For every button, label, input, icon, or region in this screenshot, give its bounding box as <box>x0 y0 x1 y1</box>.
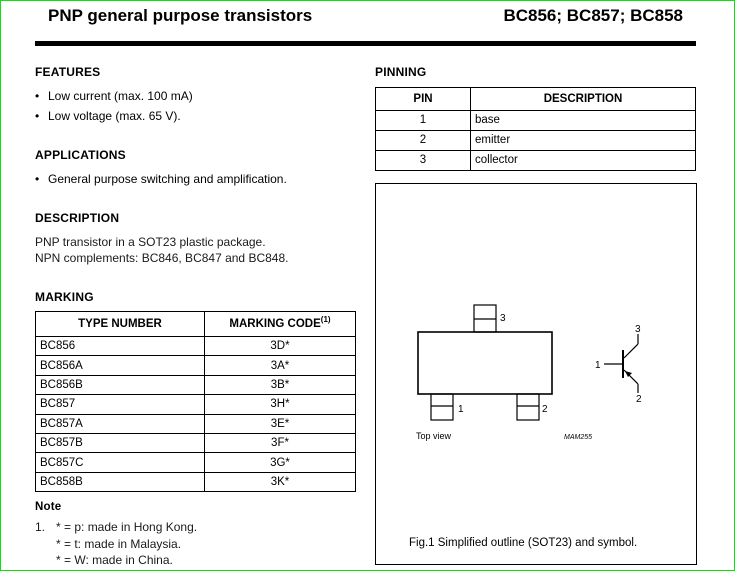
symbol-pin-label: 2 <box>636 394 642 405</box>
figure-caption: Fig.1 Simplified outline (SOT23) and symbol. <box>409 537 638 549</box>
top-view-label: Top view <box>416 431 452 441</box>
outline-pin-label: 1 <box>458 404 464 415</box>
table-row <box>36 433 356 452</box>
pinning-table <box>375 87 696 171</box>
table-row <box>36 356 356 375</box>
table-row <box>36 337 356 356</box>
document-title: PNP general purpose transistors <box>48 6 313 25</box>
note-line: * = t: made in Malaysia. <box>56 537 182 551</box>
note-heading: Note <box>35 501 62 513</box>
code-cell: 3K* <box>205 472 356 491</box>
pinning-heading: PINNING <box>375 65 427 79</box>
description-heading: DESCRIPTION <box>35 211 120 225</box>
desc-cell: collector <box>471 151 696 171</box>
outline-pin-label: 2 <box>542 404 548 415</box>
pnp-transistor-symbol <box>604 334 638 393</box>
figure-box <box>375 183 697 565</box>
note-line: * = p: made in Hong Kong. <box>56 520 198 534</box>
application-item: • General purpose switching and amplification. <box>35 172 287 186</box>
desc-cell: base <box>471 111 696 131</box>
col-description: DESCRIPTION <box>471 88 696 111</box>
note-line: * = W: made in China. <box>56 553 173 567</box>
code-cell: 3A* <box>205 356 356 375</box>
applications-heading: APPLICATIONS <box>35 148 126 162</box>
note-number: 1. <box>35 520 46 534</box>
table-row <box>376 151 696 171</box>
symbol-pin-label: 3 <box>635 324 641 335</box>
sot23-outline <box>418 305 552 420</box>
features-heading: FEATURES <box>35 65 101 79</box>
code-cell: 3B* <box>205 375 356 394</box>
feature-item: • Low current (max. 100 mA) <box>35 89 193 103</box>
marking-heading: MARKING <box>35 290 94 304</box>
type-cell: BC856A <box>36 356 205 375</box>
desc-cell: emitter <box>471 131 696 151</box>
type-cell: BC857C <box>36 453 205 472</box>
feature-item: • Low voltage (max. 65 V). <box>35 109 181 123</box>
part-numbers: BC856; BC857; BC858 <box>503 6 683 25</box>
type-cell: BC857 <box>36 395 205 414</box>
type-cell: BC856 <box>36 337 205 356</box>
pin-cell: 2 <box>376 131 471 151</box>
col-type-number: TYPE NUMBER <box>36 312 205 337</box>
table-row <box>376 111 696 131</box>
symbol-pin-label: 1 <box>595 360 601 371</box>
type-cell: BC857A <box>36 414 205 433</box>
description-line: NPN complements: BC846, BC847 and BC848. <box>35 251 289 265</box>
table-row <box>36 395 356 414</box>
type-cell: BC857B <box>36 433 205 452</box>
code-cell: 3D* <box>205 337 356 356</box>
code-cell: 3F* <box>205 433 356 452</box>
table-row <box>376 131 696 151</box>
type-cell: BC858B <box>36 472 205 491</box>
description-line: PNP transistor in a SOT23 plastic package. <box>35 235 266 249</box>
col-marking-code-label: MARKING CODE <box>229 318 321 330</box>
marking-table <box>35 311 356 492</box>
col-pin: PIN <box>376 88 471 111</box>
footnote-ref: (1) <box>320 315 331 325</box>
table-row <box>36 414 356 433</box>
pin-cell: 3 <box>376 151 471 171</box>
header-rule <box>35 41 696 46</box>
code-cell: 3E* <box>205 414 356 433</box>
type-cell: BC856B <box>36 375 205 394</box>
col-marking-code <box>205 312 356 337</box>
code-cell: 3G* <box>205 453 356 472</box>
code-cell: 3H* <box>205 395 356 414</box>
sot23-figure <box>376 184 696 564</box>
table-row <box>36 472 356 491</box>
table-row <box>36 453 356 472</box>
table-row <box>36 375 356 394</box>
pin-cell: 1 <box>376 111 471 131</box>
figure-code: MAM255 <box>564 434 593 441</box>
outline-pin-label: 3 <box>500 313 506 324</box>
